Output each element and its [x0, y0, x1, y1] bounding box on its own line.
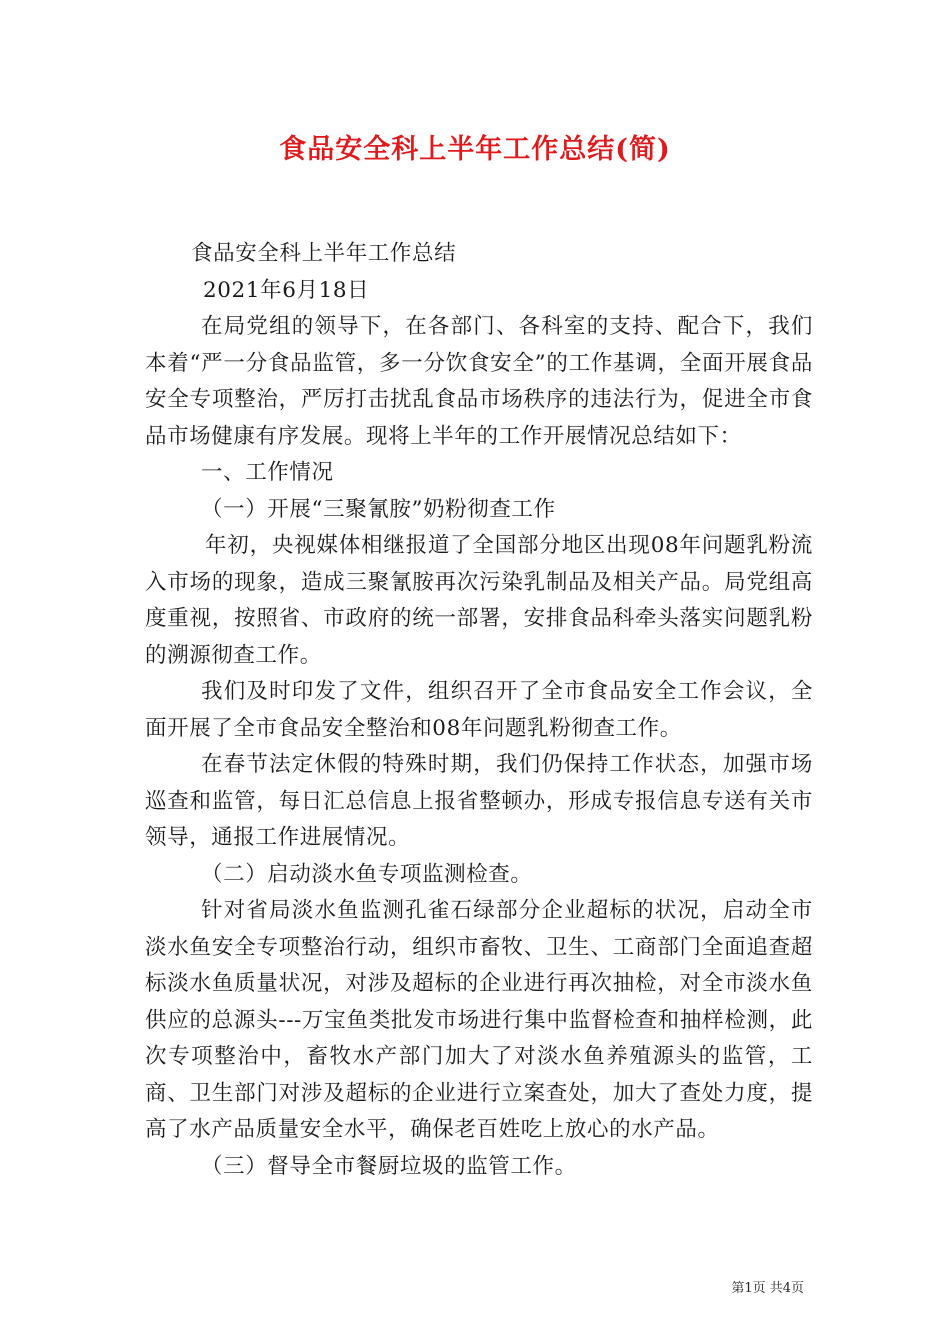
section-heading-1: 一、工作情况: [201, 460, 334, 485]
paragraph-2: 我们及时印发了文件，组织召开了全市食品安全工作会议，全面开展了全市食品安全整治和08年问题乳粉彻查工作。: [145, 679, 813, 741]
document-body: [145, 236, 813, 1185]
paragraph-intro: 在局党组的领导下，在各部门、各科室的支持、配合下，我们本着“严一分食品监管，多一分饮食安全”的工作基调，全面开展食品安全专项整治，严厉打击扰乱食品市场秩序的违法行为，促进全市食品市场健康有序发展。现将上半年的工作开展情况总结如下：: [145, 314, 813, 449]
subsection-heading-2: （二）启动淡水鱼专项监测检查。: [201, 861, 533, 887]
document-title: 食品安全科上半年工作总结(简): [279, 134, 671, 165]
paragraph-1: 年初，央视媒体相继报道了全国部分地区出现08年问题乳粉流入市场的现象，造成三聚氰胺再次污染乳制品及相关产品。局党组高度重视，按照省、市政府的统一部署，安排食品科牵头落实问题乳粉的溯源彻查工作。: [145, 533, 813, 668]
subsection-heading-1: （一）开展“三聚氰胺”奶粉彻查工作: [201, 496, 556, 522]
paragraph-4: 针对省局淡水鱼监测孔雀石绿部分企业超标的状况，启动全市淡水鱼安全专项整治行动，组织市畜牧、卫生、工商部门全面追查超标淡水鱼质量状况，对涉及超标的企业进行再次抽检，对全市淡水鱼供应的总源头---万宝鱼类批发市场进行集中监督检查和抽样检测，此次专项整治中，畜牧水产部门加大了对淡水鱼养殖源头的监管，工商、卫生部门对涉及超标的企业进行立案查处，加大了查处力度，提高了水产品质量安全水平，确保老百姓吃上放心的水产品。: [145, 898, 813, 1142]
heading-line: 食品安全科上半年工作总结: [191, 241, 457, 266]
paragraph-3: 在春节法定休假的特殊时期，我们仍保持工作状态，加强市场巡查和监管，每日汇总信息上报省整顿办，形成专报信息专送有关市领导，通报工作进展情况。: [145, 752, 813, 850]
date-line: 2021年6月18日: [203, 277, 370, 303]
page-number: 第1页 共4页: [731, 1281, 804, 1296]
subsection-heading-3: （三）督导全市餐厨垃圾的监管工作。: [201, 1153, 577, 1179]
